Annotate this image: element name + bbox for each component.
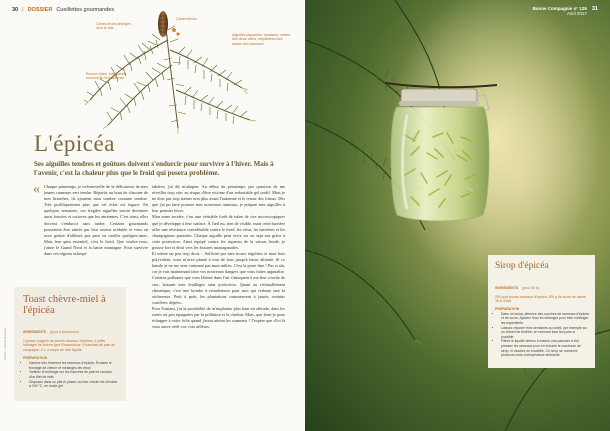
body-paragraph: Chaque printemps, je m'émerveille de la délicatesse de mes jeunes rameaux vert tendre. Répartis au bout de chacune de mes branches, ils ajoutent mon sombre costume sombre. Très prolifiquement plus que cet éclat est fugace. En quelques semaines, ces fragiles aiguilles seront devenues aussi foncées et coriaces que les anciennes. C'est ainsi, elles doivent s'endurcir sans tarder. Certains gourmands pourraient être attirés par leur saveur acidulée et vous en avez goûter d'ailleurs pas peut en cueillir quelques-unes. Mais leur gain essentiel, c'est le froid. Que voulez-vous, j'aime le Grand Nord et la haute montagne. Pour survivre dans ces régions inhospi- — [44, 184, 148, 257]
servings-note: (pour 50 cl) — [522, 286, 540, 290]
caption-bark: Écorce claire, s'élaborant souvent fin et écailleuse — [86, 72, 127, 81]
steps-list — [495, 312, 589, 358]
steps-list — [23, 361, 118, 389]
left-header: 30 | DOSSIER Cueillettes gourmandes — [12, 7, 115, 13]
list-item: • Tartinez le mélange sur les tranches de pain et couvrez d'un filet de miel. — [29, 370, 118, 379]
body-column-2 — [152, 184, 285, 406]
article-title: L'épicéa — [34, 131, 115, 156]
article-lead: Ses aiguilles tendres et goûtues doivent s'endurcir pour survivre à l'hiver. Mais à l'avenir, c'est la chaleur plus que le froid qui posera problème. — [34, 160, 274, 177]
topic-label: Cueillettes gourmandes — [56, 7, 115, 13]
list-item: • Dans un bocal, alternez des couches de rameaux d'épicéa et de sucre. Ajoutez l'eau et mélangez pour bien mélanger les ingrédients. — [501, 312, 589, 326]
right-header — [533, 6, 598, 17]
caption-needles: Aiguilles piquantes, épaisses, vertes des deux côtés, implantées tout autour des rameaux — [232, 33, 290, 46]
magazine-name: Bonne Compagnie n° 126 — [532, 6, 587, 11]
body-paragraph: Mon arme secrète, c'est une véritable forêt de tubes de cire microscopiques que je développe à leur surface. À l'œil nu, rien de visible, mais cette barrière offre une résistance considérable contre le froid, les virus, les bactéries et les champignons parasites. Chaque aiguille peut vivre six ou sept ans grâce à cette protection. Ainsi équipé contre les rigueurs de la saison froide, je pousse fort et droit vers les fissures montagnardes. — [152, 214, 285, 250]
recipe-title: Toast chèvre-miel à l'épicéa — [23, 294, 106, 316]
side-credit: Textes : Valérie Hanotel — [3, 328, 7, 360]
ingredients-heading: INGRÉDIENTS — [495, 286, 519, 290]
ingredients-list: 1 grosse poignée de jeunes rameaux d'épicéa, 4 petits fromages de chèvre type Rocamadour, 4 tranches de pain de campagne, 2 c. à soupe de miel liquide — [23, 339, 115, 352]
list-item: • Filtrez le liquide obtenu à travers une passoire à thé, pressez les rameaux pour en extraire le maximum de sirop, et stockez en bouteille. Ce sirop se conserve plusieurs mois à température ambiante. — [501, 339, 589, 357]
recipe-box-toast — [14, 287, 126, 401]
ingredients-heading: INGRÉDIENTS — [23, 330, 47, 334]
body-paragraph: Pour l'instant, j'ai la possibilité de m'implanter plus haut en altitude, dans les zones où peu épargnées par la pollution et la chaleur. Mais, que ferai-je pour échapper à votre folie quand j'aurai atteint les sommets ? J'espère que d'ici là vous aurez cédé vos voix ailleurs. — [152, 305, 285, 330]
ingredients-list: 200 g de jeunes rameaux d'épicéa, 300 g de sucre de canne, 35 cl d'eau — [495, 295, 587, 304]
preparation-heading: PRÉPARATION — [23, 356, 48, 361]
recipe-card-syrup — [488, 255, 595, 368]
opening-quote-mark: « — [33, 182, 40, 197]
body-column-1 — [44, 184, 148, 284]
servings-note: (pour 4 personnes) — [50, 330, 79, 334]
caption-cones: Cônes bruns allongés vers le bas — [96, 22, 131, 31]
issue-date: Avril 2017 — [566, 11, 587, 17]
list-item: • Hachez très finement les rameaux d'épicéa. Écrasez le fromage de chèvre et mélangez-les deux. — [29, 361, 118, 370]
body-paragraph: talières, j'ai dû m'adapter. Au début du printemps, pas question de me réveiller trop vite, au risque d'être victime d'un redoutable gel tardif. Mais je ne dois pas trop traîner non plus avant l'automne et le retour des frimas. Dès que j'ai pu faire pousser mes nouveaux rameaux, je prépare mes aiguilles à leur premier hiver. — [152, 184, 285, 214]
list-item: • Disposez dans un plat et placez au four circulé dix minutes à 200 °C, en mode gril. — [29, 380, 118, 389]
right-page-number: 31 — [591, 6, 598, 12]
list-item: • Laissez reposer trois semaines au soleil, par exemple sur un rebord de fenêtre, en remuant tous les jours si possible. — [501, 326, 589, 340]
glass-jar-of-spruce-tips — [385, 75, 497, 225]
left-page-number: 30 — [12, 7, 19, 13]
recipe-title: Sirop d'épicéa — [495, 261, 549, 271]
preparation-heading: PRÉPARATION — [495, 306, 520, 311]
caption-flowers: Cônes fleuris — [176, 17, 197, 21]
section-label: DOSSIER — [27, 7, 53, 13]
body-paragraph: Et même un peu trop droit… Sollicité par mes troncs réguliers et mon bois polyvalent, vous m'avez planté à tour de bras jusqu'à basse altitude. Si ce lamsle je ne me sens vraiment pas mon milieu. C'est la porte fine ! Pas si sûr, car je vais maintenant faire vos nouveaux dangers que vous faites apparaître. Certains polluants que vous libérez dans l'air s'attaquent à ma fine couche de cire, laissant mes feuillages sans protection. Quant au réchauffement climatique, c'est une bombe à retardement pour moi qui redoute tant la sécheresse. Petit à petit, les plantations commencent à jaunir, certains conifères dépérir. — [152, 251, 285, 305]
